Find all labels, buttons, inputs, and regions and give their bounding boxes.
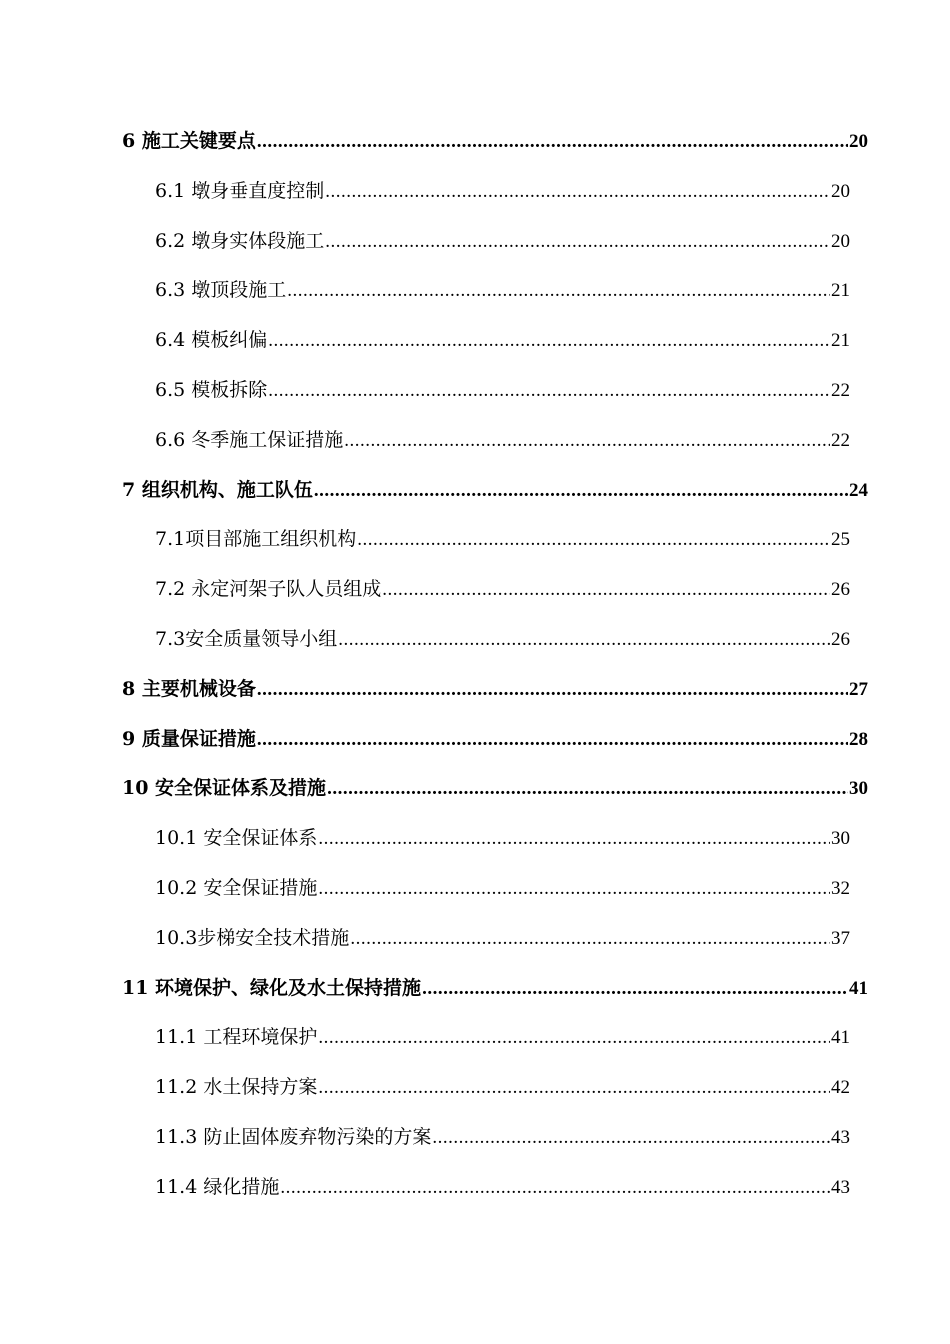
- toc-page-number: 26: [831, 579, 850, 600]
- toc-dot-leader: [318, 824, 830, 854]
- toc-dot-leader: [432, 1123, 830, 1153]
- toc-section-entry[interactable]: [155, 823, 850, 853]
- toc-section-entry[interactable]: [155, 226, 850, 256]
- toc-page-number: 21: [831, 280, 850, 301]
- toc-entry-label: 6 施工关键要点: [122, 130, 256, 152]
- toc-dot-leader: [268, 376, 830, 406]
- toc-chapter-entry[interactable]: [122, 773, 868, 803]
- toc-entry-label: 9 质量保证措施: [122, 728, 256, 750]
- toc-entry-label: 8 主要机械设备: [122, 678, 256, 700]
- toc-dot-leader: [257, 127, 848, 157]
- toc-entry-label: 6.1 墩身垂直度控制: [155, 180, 325, 202]
- toc-section-entry[interactable]: [155, 425, 850, 455]
- toc-dot-leader: [257, 675, 848, 705]
- toc-chapter-entry[interactable]: [122, 973, 868, 1003]
- toc-entry-label: 6.5 模板拆除: [155, 379, 268, 401]
- toc-section-entry[interactable]: [155, 375, 850, 405]
- toc-chapter-entry[interactable]: [122, 674, 868, 704]
- toc-entry-label: 11.1 工程环境保护: [155, 1026, 318, 1048]
- toc-section-entry[interactable]: [155, 624, 850, 654]
- toc-entry-label: 7.3安全质量领导小组: [155, 628, 338, 650]
- toc-page-number: 20: [831, 181, 850, 202]
- toc-dot-leader: [268, 326, 830, 356]
- toc-entry-label: 6.3 墩顶段施工: [155, 279, 287, 301]
- toc-entry-label: 6.4 模板纠偏: [155, 329, 268, 351]
- toc-dot-leader: [318, 874, 830, 904]
- toc-section-entry[interactable]: [155, 574, 850, 604]
- toc-section-entry[interactable]: [155, 1122, 850, 1152]
- toc-dot-leader: [314, 476, 848, 506]
- toc-dot-leader: [382, 575, 830, 605]
- toc-dot-leader: [318, 1073, 830, 1103]
- toc-chapter-entry[interactable]: [122, 724, 868, 754]
- toc-dot-leader: [350, 924, 830, 954]
- toc-entry-label: 7 组织机构、施工队伍: [122, 479, 313, 501]
- toc-page-number: 30: [831, 828, 850, 849]
- toc-entry-label: 7.1项目部施工组织机构: [155, 528, 357, 550]
- toc-dot-leader: [257, 725, 848, 755]
- toc-page-number: 28: [849, 729, 868, 750]
- toc-entry-label: 6.6 冬季施工保证措施: [155, 429, 344, 451]
- toc-page-number: 27: [849, 679, 868, 700]
- toc-section-entry[interactable]: [155, 1072, 850, 1102]
- toc-page-number: 20: [849, 131, 868, 152]
- toc-section-entry[interactable]: [155, 524, 850, 554]
- toc-page-number: 26: [831, 629, 850, 650]
- toc-page-number: 21: [831, 330, 850, 351]
- toc-entry-label: 6.2 墩身实体段施工: [155, 230, 325, 252]
- toc-section-entry[interactable]: [155, 275, 850, 305]
- toc-chapter-entry[interactable]: [122, 126, 868, 156]
- toc-entry-label: 7.2 永定河架子队人员组成: [155, 578, 382, 600]
- toc-entry-label: 10.1 安全保证体系: [155, 827, 318, 849]
- toc-dot-leader: [325, 177, 830, 207]
- toc-section-entry[interactable]: [155, 1172, 850, 1202]
- toc-page-number: 20: [831, 231, 850, 252]
- toc-page-number: 42: [831, 1077, 850, 1098]
- toc-page-number: 22: [831, 380, 850, 401]
- toc-dot-leader: [344, 426, 830, 456]
- toc-page-number: 43: [831, 1177, 850, 1198]
- toc-page-number: 22: [831, 430, 850, 451]
- toc-page-number: 25: [831, 529, 850, 550]
- toc-page-number: 41: [849, 978, 868, 999]
- toc-dot-leader: [318, 1023, 830, 1053]
- toc-entry-label: 11.3 防止固体废弃物污染的方案: [155, 1126, 432, 1148]
- toc-section-entry[interactable]: [155, 923, 850, 953]
- toc-dot-leader: [327, 774, 848, 804]
- toc-entry-label: 10 安全保证体系及措施: [122, 777, 327, 799]
- toc-entry-label: 11.2 水土保持方案: [155, 1076, 318, 1098]
- toc-dot-leader: [280, 1173, 830, 1203]
- toc-section-entry[interactable]: [155, 176, 850, 206]
- toc-dot-leader: [357, 525, 830, 555]
- toc-dot-leader: [325, 227, 830, 257]
- toc-dot-leader: [287, 276, 830, 306]
- toc-page-number: 37: [831, 928, 850, 949]
- toc-page-number: 24: [849, 480, 868, 501]
- toc-page-number: 30: [849, 778, 868, 799]
- toc-page-number: 32: [831, 878, 850, 899]
- toc-section-entry[interactable]: [155, 1022, 850, 1052]
- toc-section-entry[interactable]: [155, 325, 850, 355]
- toc-entry-label: 10.3步梯安全技术措施: [155, 927, 350, 949]
- toc-dot-leader: [422, 974, 848, 1004]
- toc-entry-label: 11.4 绿化措施: [155, 1176, 280, 1198]
- toc-section-entry[interactable]: [155, 873, 850, 903]
- toc-dot-leader: [338, 625, 830, 655]
- toc-entry-label: 11 环境保护、绿化及水土保持措施: [122, 977, 422, 999]
- toc-page-number: 41: [831, 1027, 850, 1048]
- toc-chapter-entry[interactable]: [122, 475, 868, 505]
- toc-entry-label: 10.2 安全保证措施: [155, 877, 318, 899]
- toc-page-number: 43: [831, 1127, 850, 1148]
